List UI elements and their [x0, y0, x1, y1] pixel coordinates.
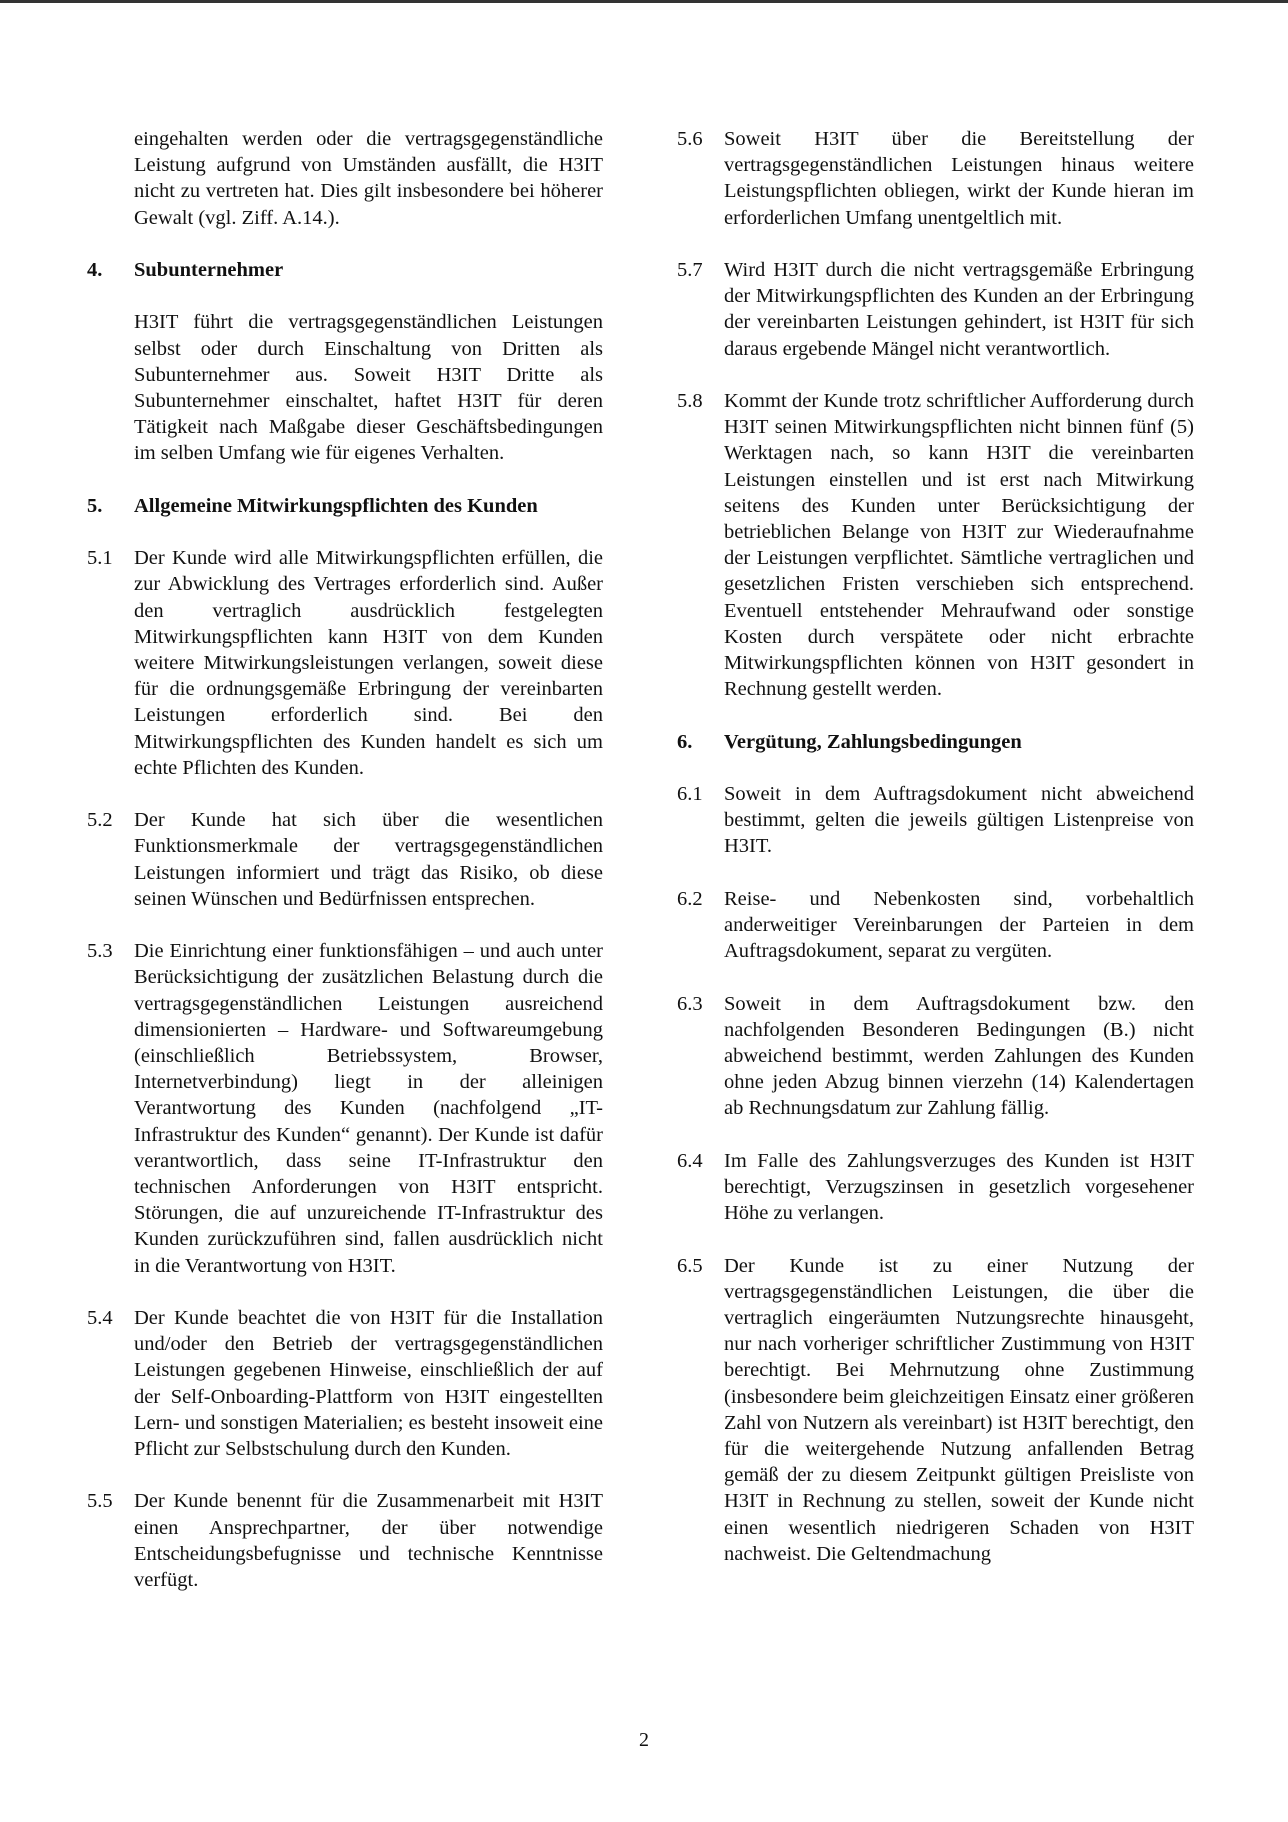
- section-heading-6: [677, 729, 1194, 755]
- page-top-border: [0, 0, 1288, 3]
- section-heading-5: [87, 493, 603, 519]
- left-column: [87, 126, 603, 1619]
- clause-text: eingehalten werden oder die vertragsgegenständliche Leistung aufgrund von Umständen ausfällt, die H3IT nicht zu vertreten hat. Dies gilt insbesondere bei höherer Gewalt (vgl. Ziff. A.14.).: [134, 128, 603, 229]
- section-title: Allgemeine Mitwirkungspflichten des Kunden: [134, 494, 538, 517]
- clause-text: Wird H3IT durch die nicht vertragsgemäße Erbringung der Mitwirkungspflichten des Kunden an der Erbringung der vereinbarten Leistungen gehindert, ist H3IT für sich daraus ergebende Mängel nicht verantwortlich.: [724, 259, 1194, 360]
- clause-number: 6.: [677, 730, 693, 753]
- clause-number: 5.1: [87, 547, 113, 570]
- clause-text: Der Kunde wird alle Mitwirkungspflichten erfüllen, die zur Abwicklung des Vertrages erforderlich sind. Außer den vertraglich ausdrücklich festgelegten Mitwirkungspflichten kann H3IT von dem Kunden weitere Mitwirkungsleistungen verlangen, soweit diese für die ordnungsgemäße Erbringung der vereinbarten Leistungen erforderlich sind. Bei den Mitwirkungspflichten des Kunden handelt es sich um echte Pflichten des Kunden.: [134, 547, 603, 779]
- right-column: [677, 126, 1194, 1593]
- clause-6-2: [677, 886, 1194, 965]
- clause-5-7: [677, 257, 1194, 362]
- clause-text: Im Falle des Zahlungsverzuges des Kunden ist H3IT berechtigt, Verzugszinsen in gesetzlich vorgesehener Höhe zu verlangen.: [724, 1149, 1194, 1225]
- clause-number: 5.3: [87, 940, 113, 963]
- clause-text: Der Kunde benennt für die Zusammenarbeit mit H3IT einen Ansprechpartner, der über notwendige Entscheidungsbefugnisse und technische Kenntnisse verfügt.: [134, 1490, 603, 1592]
- clause-text: Der Kunde ist zu einer Nutzung der vertragsgegenständlichen Leistungen, die über die vertraglich eingeräumten Nutzungsrechte hinausgeht, nur nach vorheriger schriftlicher Zustimmung von H3IT berechtigt. Bei Mehrnutzung ohne Zustimmung (insbesondere beim gleichzeitigen Einsatz einer größeren Zahl von Nutzern als vereinbart) ist H3IT berechtigt, den für die weitergehende Nutzung anfallenden Betrag gemäß der zu diesem Zeitpunkt gültigen Preisliste von H3IT in Rechnung zu stellen, soweit der Kunde nicht einen wesentlich niedrigeren Schaden von H3IT nachweist. Die Geltendmachung: [724, 1254, 1194, 1565]
- clause-6-4: [677, 1148, 1194, 1227]
- section-title: Subunternehmer: [134, 259, 284, 281]
- continued-paragraph: [87, 126, 603, 231]
- clause-number: 5.5: [87, 1490, 113, 1513]
- clause-6-3: [677, 991, 1194, 1122]
- clause-6-5: [677, 1253, 1194, 1567]
- clause-5-6: [677, 126, 1194, 231]
- clause-text: Reise- und Nebenkosten sind, vorbehaltlich anderweitiger Vereinbarungen der Parteien in dem Auftragsdokument, separat zu vergüten.: [724, 887, 1194, 963]
- clause-text: Die Einrichtung einer funktionsfähigen – und auch unter Berücksichtigung der zusätzlichen Belastung durch die vertragsgegenständlichen Leistungen ausreichend dimensionierten – Hardware- und Softwareumgebung (einschließlich Betriebssystem, Browser, Internetverbindung) liegt in der alleinigen Verantwortung des Kunden (nachfolgend „IT-Infrastruktur des Kunden“ genannt). Der Kunde ist dafür verantwortlich, dass seine IT-Infrastruktur den technischen Anforderungen von H3IT entspricht. Störungen, die auf unzureichende IT-Infrastruktur des Kunden zurückzuführen sind, fallen ausdrücklich nicht in die Verantwortung von H3IT.: [134, 940, 603, 1277]
- clause-6-1: [677, 781, 1194, 860]
- clause-5-3: [87, 938, 603, 1279]
- clause-number: 5.6: [677, 128, 703, 150]
- clause-5-2: [87, 807, 603, 912]
- clause-5-1: [87, 545, 603, 781]
- clause-text: Der Kunde hat sich über die wesentlichen Funktionsmerkmale der vertragsgegenständlichen Leistungen informiert und trägt das Risiko, ob diese seinen Wünschen und Bedürfnissen entsprechen.: [134, 809, 603, 910]
- clause-number: 5.: [87, 494, 103, 517]
- clause-5-5: [87, 1488, 603, 1593]
- clause-text: Kommt der Kunde trotz schriftlicher Aufforderung durch H3IT seinen Mitwirkungspflichten nicht binnen fünf (5) Werktagen nach, so kann H3IT die vereinbarten Leistungen einstellen und ist erst nach Mitwirkung seitens des Kunden unter Berücksichtigung der betrieblichen Belange von H3IT zur Wiederaufnahme der Leistungen verpflichtet. Sämtliche vertraglichen und gesetzlichen Fristen verschieben sich entsprechend. Eventuell entstehender Mehraufwand oder sonstige Kosten durch verspätete oder nicht erbrachte Mitwirkungspflichten können von H3IT gesondert in Rechnung gestellt werden.: [724, 390, 1194, 701]
- section-title: Vergütung, Zahlungsbedingungen: [724, 730, 1022, 753]
- section-body-paragraph: [87, 309, 603, 466]
- clause-number: 5.8: [677, 390, 703, 412]
- page-number: 2: [639, 1729, 649, 1751]
- clause-number: 6.2: [677, 887, 703, 910]
- clause-number: 5.4: [87, 1307, 113, 1330]
- clause-5-4: [87, 1305, 603, 1462]
- clause-number: 4.: [87, 259, 103, 281]
- section-heading-4: [87, 257, 603, 283]
- clause-text: H3IT führt die vertragsgegenständlichen Leistungen selbst oder durch Einschaltung von Dritten als Subunternehmer aus. Soweit H3IT Dritte als Subunternehmer einschaltet, haftet H3IT für deren Tätigkeit nach Maßgabe dieser Geschäftsbedingungen im selben Umfang wie für eigenes Verhalten.: [134, 311, 603, 465]
- clause-number: 6.1: [677, 783, 703, 806]
- clause-number: 6.5: [677, 1254, 703, 1277]
- clause-number: 6.4: [677, 1149, 703, 1172]
- clause-text: Der Kunde beachtet die von H3IT für die Installation und/oder den Betrieb der vertragsgegenständlichen Leistungen gegebenen Hinweise, einschließlich der auf der Self-Onboarding-Plattform von H3IT eingestellten Lern- und sonstigen Materialien; es besteht insoweit eine Pflicht zur Selbstschulung durch den Kunden.: [134, 1307, 603, 1461]
- clause-text: Soweit in dem Auftragsdokument bzw. den nachfolgenden Besonderen Bedingungen (B.) nicht abweichend bestimmt, werden Zahlungen des Kunden ohne jeden Abzug binnen vierzehn (14) Kalendertagen ab Rechnungsdatum zur Zahlung fällig.: [724, 992, 1194, 1120]
- clause-text: Soweit in dem Auftragsdokument nicht abweichend bestimmt, gelten die jeweils gültigen Listenpreise von H3IT.: [724, 783, 1194, 858]
- clause-number: 6.3: [677, 992, 703, 1015]
- clause-number: 5.7: [677, 259, 703, 281]
- clause-text: Soweit H3IT über die Bereitstellung der vertragsgegenständlichen Leistungen hinaus weitere Leistungspflichten obliegen, wirkt der Kunde hieran im erforderlichen Umfang unentgeltlich mit.: [724, 128, 1194, 229]
- clause-5-8: [677, 388, 1194, 702]
- clause-number: 5.2: [87, 809, 113, 832]
